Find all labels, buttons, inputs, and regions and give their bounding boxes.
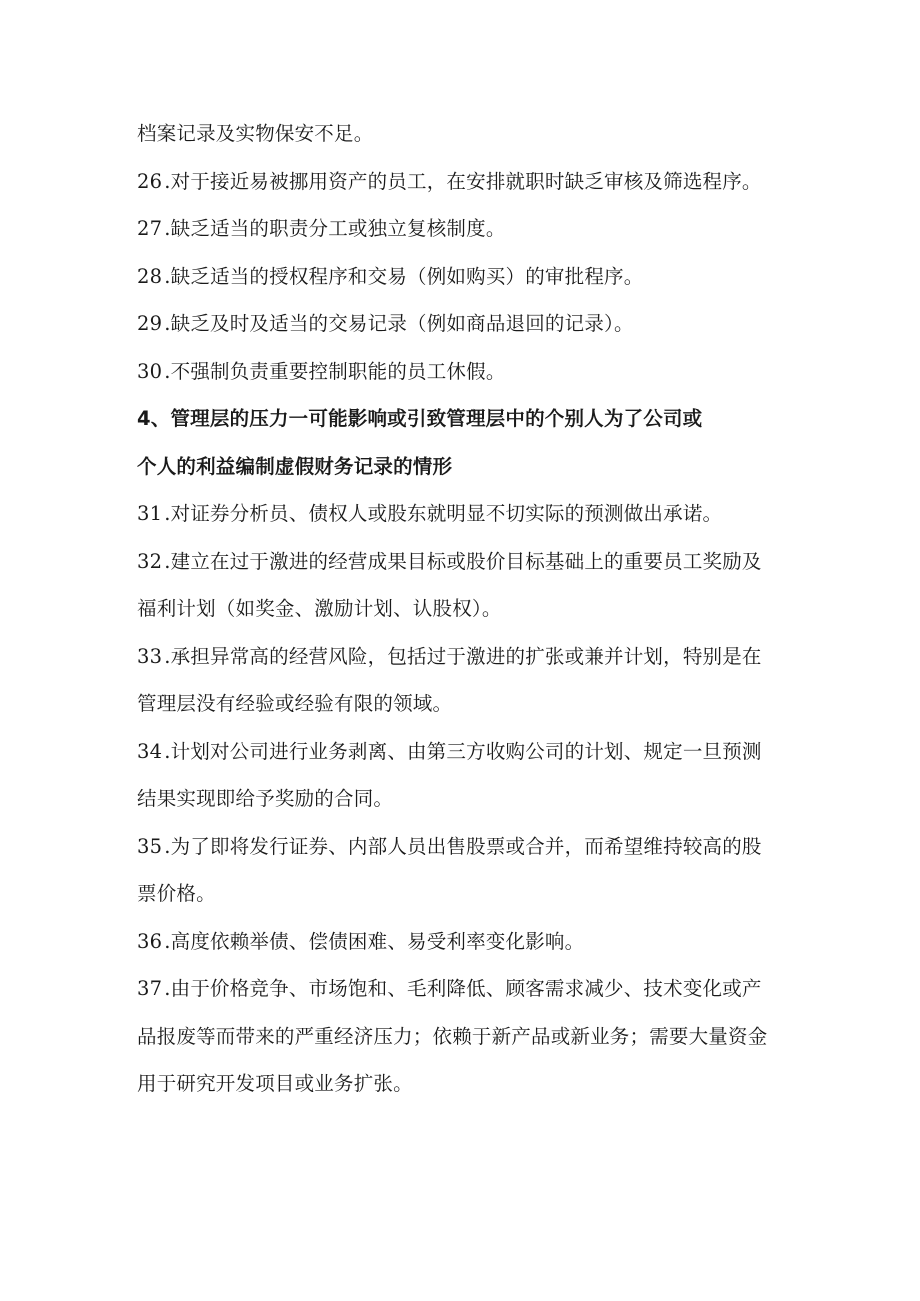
- list-item-37: [137, 965, 797, 1013]
- list-item-29: [137, 300, 797, 348]
- item-text: .缺乏及时及适当的交易记录（例如商品退回的记录）。: [164, 312, 634, 335]
- item-text: .承担异常高的经营风险，包括过于激进的扩张或兼并计划，特别是在: [164, 644, 762, 668]
- item-continuation: 结果实现即给予奖励的合同。: [137, 787, 394, 810]
- list-item-33: [137, 633, 797, 681]
- list-item-32: [137, 538, 797, 586]
- item-number: 29: [137, 312, 163, 335]
- item-text: .对于接近易被挪用资产的员工，在安排就职时缺乏审核及筛选程序。: [164, 169, 762, 193]
- item-text: .为了即将发行证券、内部人员出售股票或合并，而希望维持较高的股: [164, 834, 762, 858]
- item-number: 26: [137, 169, 163, 193]
- item-number: 34: [137, 739, 163, 763]
- item-text: .计划对公司进行业务剥离、由第三方收购公司的计划、规定一旦预测: [164, 739, 762, 763]
- line-text: 档案记录及实物保安不足。: [137, 122, 374, 145]
- item-number: 30: [137, 359, 163, 383]
- item-text: .对证券分析员、债权人或股东就明显不切实际的预测做出承诺。: [164, 502, 723, 525]
- item-number: 36: [137, 929, 163, 953]
- list-item-34: [137, 728, 797, 776]
- item-number: 32: [137, 549, 163, 573]
- item-continuation: 品报废等而带来的严重经济压力；依赖于新产品或新业务；需要大量资金: [137, 1024, 768, 1048]
- document-page: [137, 110, 797, 1108]
- item-text: .缺乏适当的职责分工或独立复核制度。: [164, 217, 506, 240]
- section-heading-continued: 个人的利益编制虚假财务记录的情形: [137, 454, 453, 478]
- item-text: .缺乏适当的授权程序和交易（例如购买）的审批程序。: [164, 264, 644, 288]
- list-item-35: [137, 823, 797, 871]
- list-item-28: [137, 253, 797, 301]
- list-item-26: [137, 158, 797, 206]
- item-text: .由于价格竞争、市场饱和、毛利降低、顾客需求减少、技术变化或产: [164, 977, 762, 1000]
- item-number: 27: [137, 217, 163, 240]
- item-number: 31: [137, 502, 163, 525]
- item-number: 33: [137, 644, 163, 668]
- list-item-36: [137, 918, 797, 966]
- list-item-31: [137, 490, 797, 538]
- item-number: 37: [137, 977, 163, 1000]
- list-item-30: [137, 348, 797, 396]
- item-continuation: 票价格。: [137, 882, 216, 905]
- section-heading: 4、管理层的压力一可能影响或引致管理层中的个别人为了公司或: [137, 407, 703, 430]
- item-continuation: 管理层没有经验或经验有限的领域。: [137, 692, 453, 715]
- text-line: [137, 110, 797, 158]
- item-continuation: 福利计划（如奖金、激励计划、认股权）。: [137, 597, 502, 620]
- item-continuation: 用于研究开发项目或业务扩张。: [137, 1072, 413, 1095]
- item-text: .不强制负责重要控制职能的员工休假。: [164, 359, 506, 383]
- item-text: .高度依赖举债、偿债困难、易受利率变化影响。: [164, 929, 585, 953]
- item-number: 35: [137, 834, 163, 858]
- item-number: 28: [137, 264, 163, 288]
- item-text: .建立在过于激进的经营成果目标或股价目标基础上的重要员工奖励及: [164, 549, 762, 573]
- list-item-27: [137, 205, 797, 253]
